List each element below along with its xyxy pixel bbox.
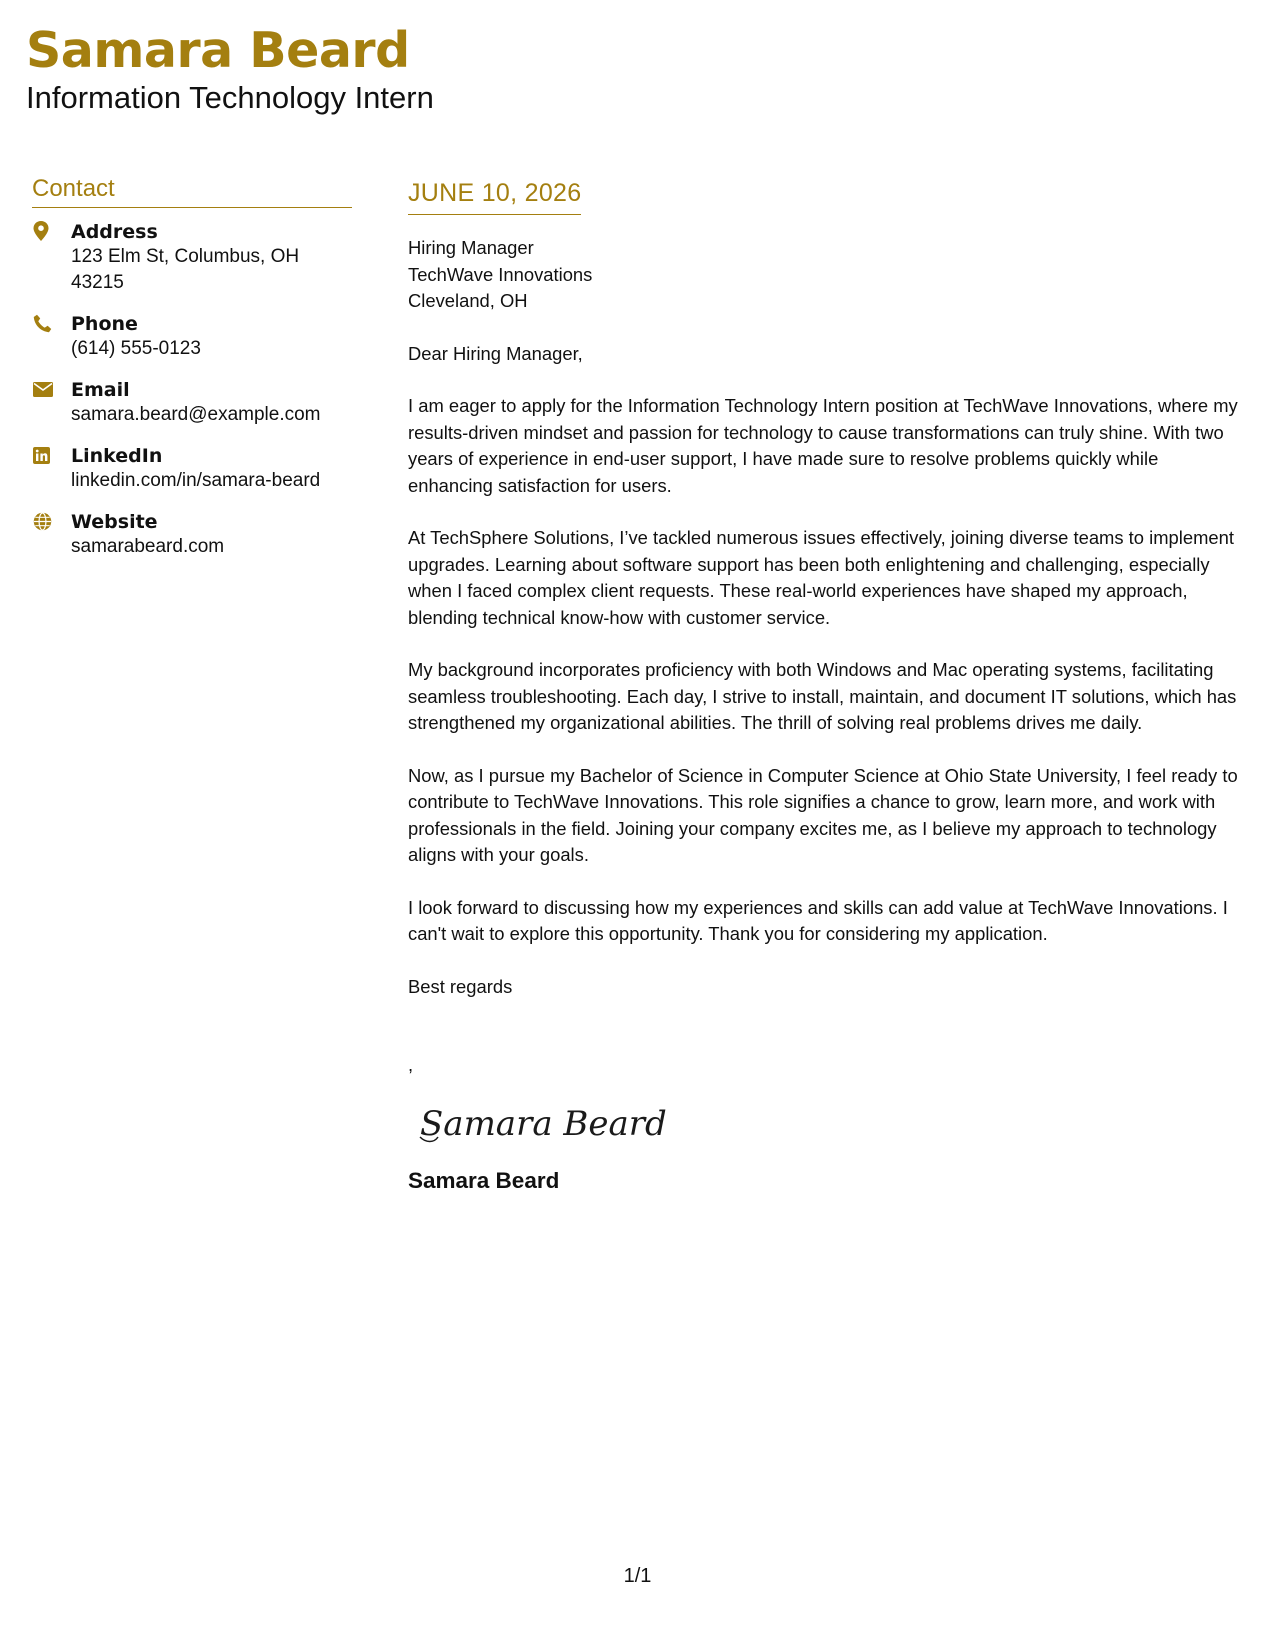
signer-name: Samara Beard — [408, 1167, 560, 1193]
map-pin-icon — [32, 220, 71, 242]
handwritten-signature — [416, 1093, 676, 1153]
recipient-location: Cleveland, OH — [408, 290, 528, 311]
closing-comma: , — [408, 1054, 414, 1075]
contact-item-address — [32, 220, 352, 296]
contact-label-website: Website — [71, 511, 158, 533]
page-number: 1/1 — [623, 1565, 652, 1587]
contact-value-website[interactable]: samarabeard.com — [71, 536, 225, 557]
svg-text:Samara Beard: Samara Beard — [420, 1103, 667, 1144]
applicant-name: Samara Beard — [26, 22, 410, 79]
contact-heading: Contact — [32, 175, 352, 208]
envelope-icon — [32, 378, 71, 400]
closing: Best regards — [408, 975, 513, 997]
date-block — [408, 178, 581, 215]
contact-value-phone[interactable]: (614) 555-0123 — [71, 338, 201, 359]
header — [26, 22, 434, 116]
contact-label-linkedin: LinkedIn — [71, 445, 163, 467]
sidebar — [32, 175, 352, 576]
contact-value-email[interactable]: samara.beard@example.com — [71, 404, 321, 425]
body-paragraph: I look forward to discussing how my experiences and skills can add value at TechWave Innovations. I can't wait to explore this opportunity. Thank you for considering my application. — [408, 896, 1228, 944]
linkedin-icon — [32, 444, 71, 466]
contact-item-linkedin — [32, 444, 352, 494]
contact-label-phone: Phone — [71, 313, 138, 335]
letter-body — [408, 178, 1248, 1195]
globe-icon — [32, 510, 71, 532]
body-paragraph: My background incorporates proficiency with both Windows and Mac operating systems, facilitating seamless troubleshooting. Each day, I strive to install, maintain, and document IT solutions, which has strengthened my organizational abilities. The thrill of solving real problems drives me daily. — [408, 659, 1237, 733]
contact-value-linkedin[interactable]: linkedin.com/in/samara-beard — [71, 470, 321, 491]
contact-list — [32, 220, 352, 560]
job-title: Information Technology Intern — [26, 80, 434, 115]
recipient-block — [408, 235, 1248, 315]
contact-value-address: 123 Elm St, Columbus, OH 43215 — [71, 246, 300, 293]
contact-label-address: Address — [71, 221, 158, 243]
body-paragraph: I am eager to apply for the Information Technology Intern position at TechWave Innovations, where my results-driven mindset and passion for technology to cause transformations can truly shine. With two years of experience in end-user support, I have made sure to resolve problems quickly while enhancing satisfaction for users. — [408, 395, 1238, 496]
body-paragraph: At TechSphere Solutions, I’ve tackled numerous issues effectively, joining diverse teams to implement upgrades. Learning about software support has been both enlightening and challenging, especially when I faced complex client requests. These real-world experiences have shaped my approach, blending technical know-how with customer service. — [408, 527, 1234, 628]
letter-date: JUNE 10, 2026 — [408, 179, 582, 207]
contact-item-email — [32, 378, 352, 428]
contact-label-email: Email — [71, 379, 130, 401]
contact-item-phone — [32, 312, 352, 362]
salutation: Dear Hiring Manager, — [408, 342, 583, 364]
recipient-title: Hiring Manager — [408, 237, 534, 258]
recipient-company: TechWave Innovations — [408, 263, 593, 285]
body-paragraph: Now, as I pursue my Bachelor of Science in Computer Science at Ohio State University, I feel ready to contribute to TechWave Innovations. This role signifies a chance to grow, learn more, and work with professionals in the field. Joining your company excites me, as I believe my approach to technology aligns with your goals. — [408, 764, 1238, 865]
phone-icon — [32, 312, 71, 334]
contact-item-website — [32, 510, 352, 560]
